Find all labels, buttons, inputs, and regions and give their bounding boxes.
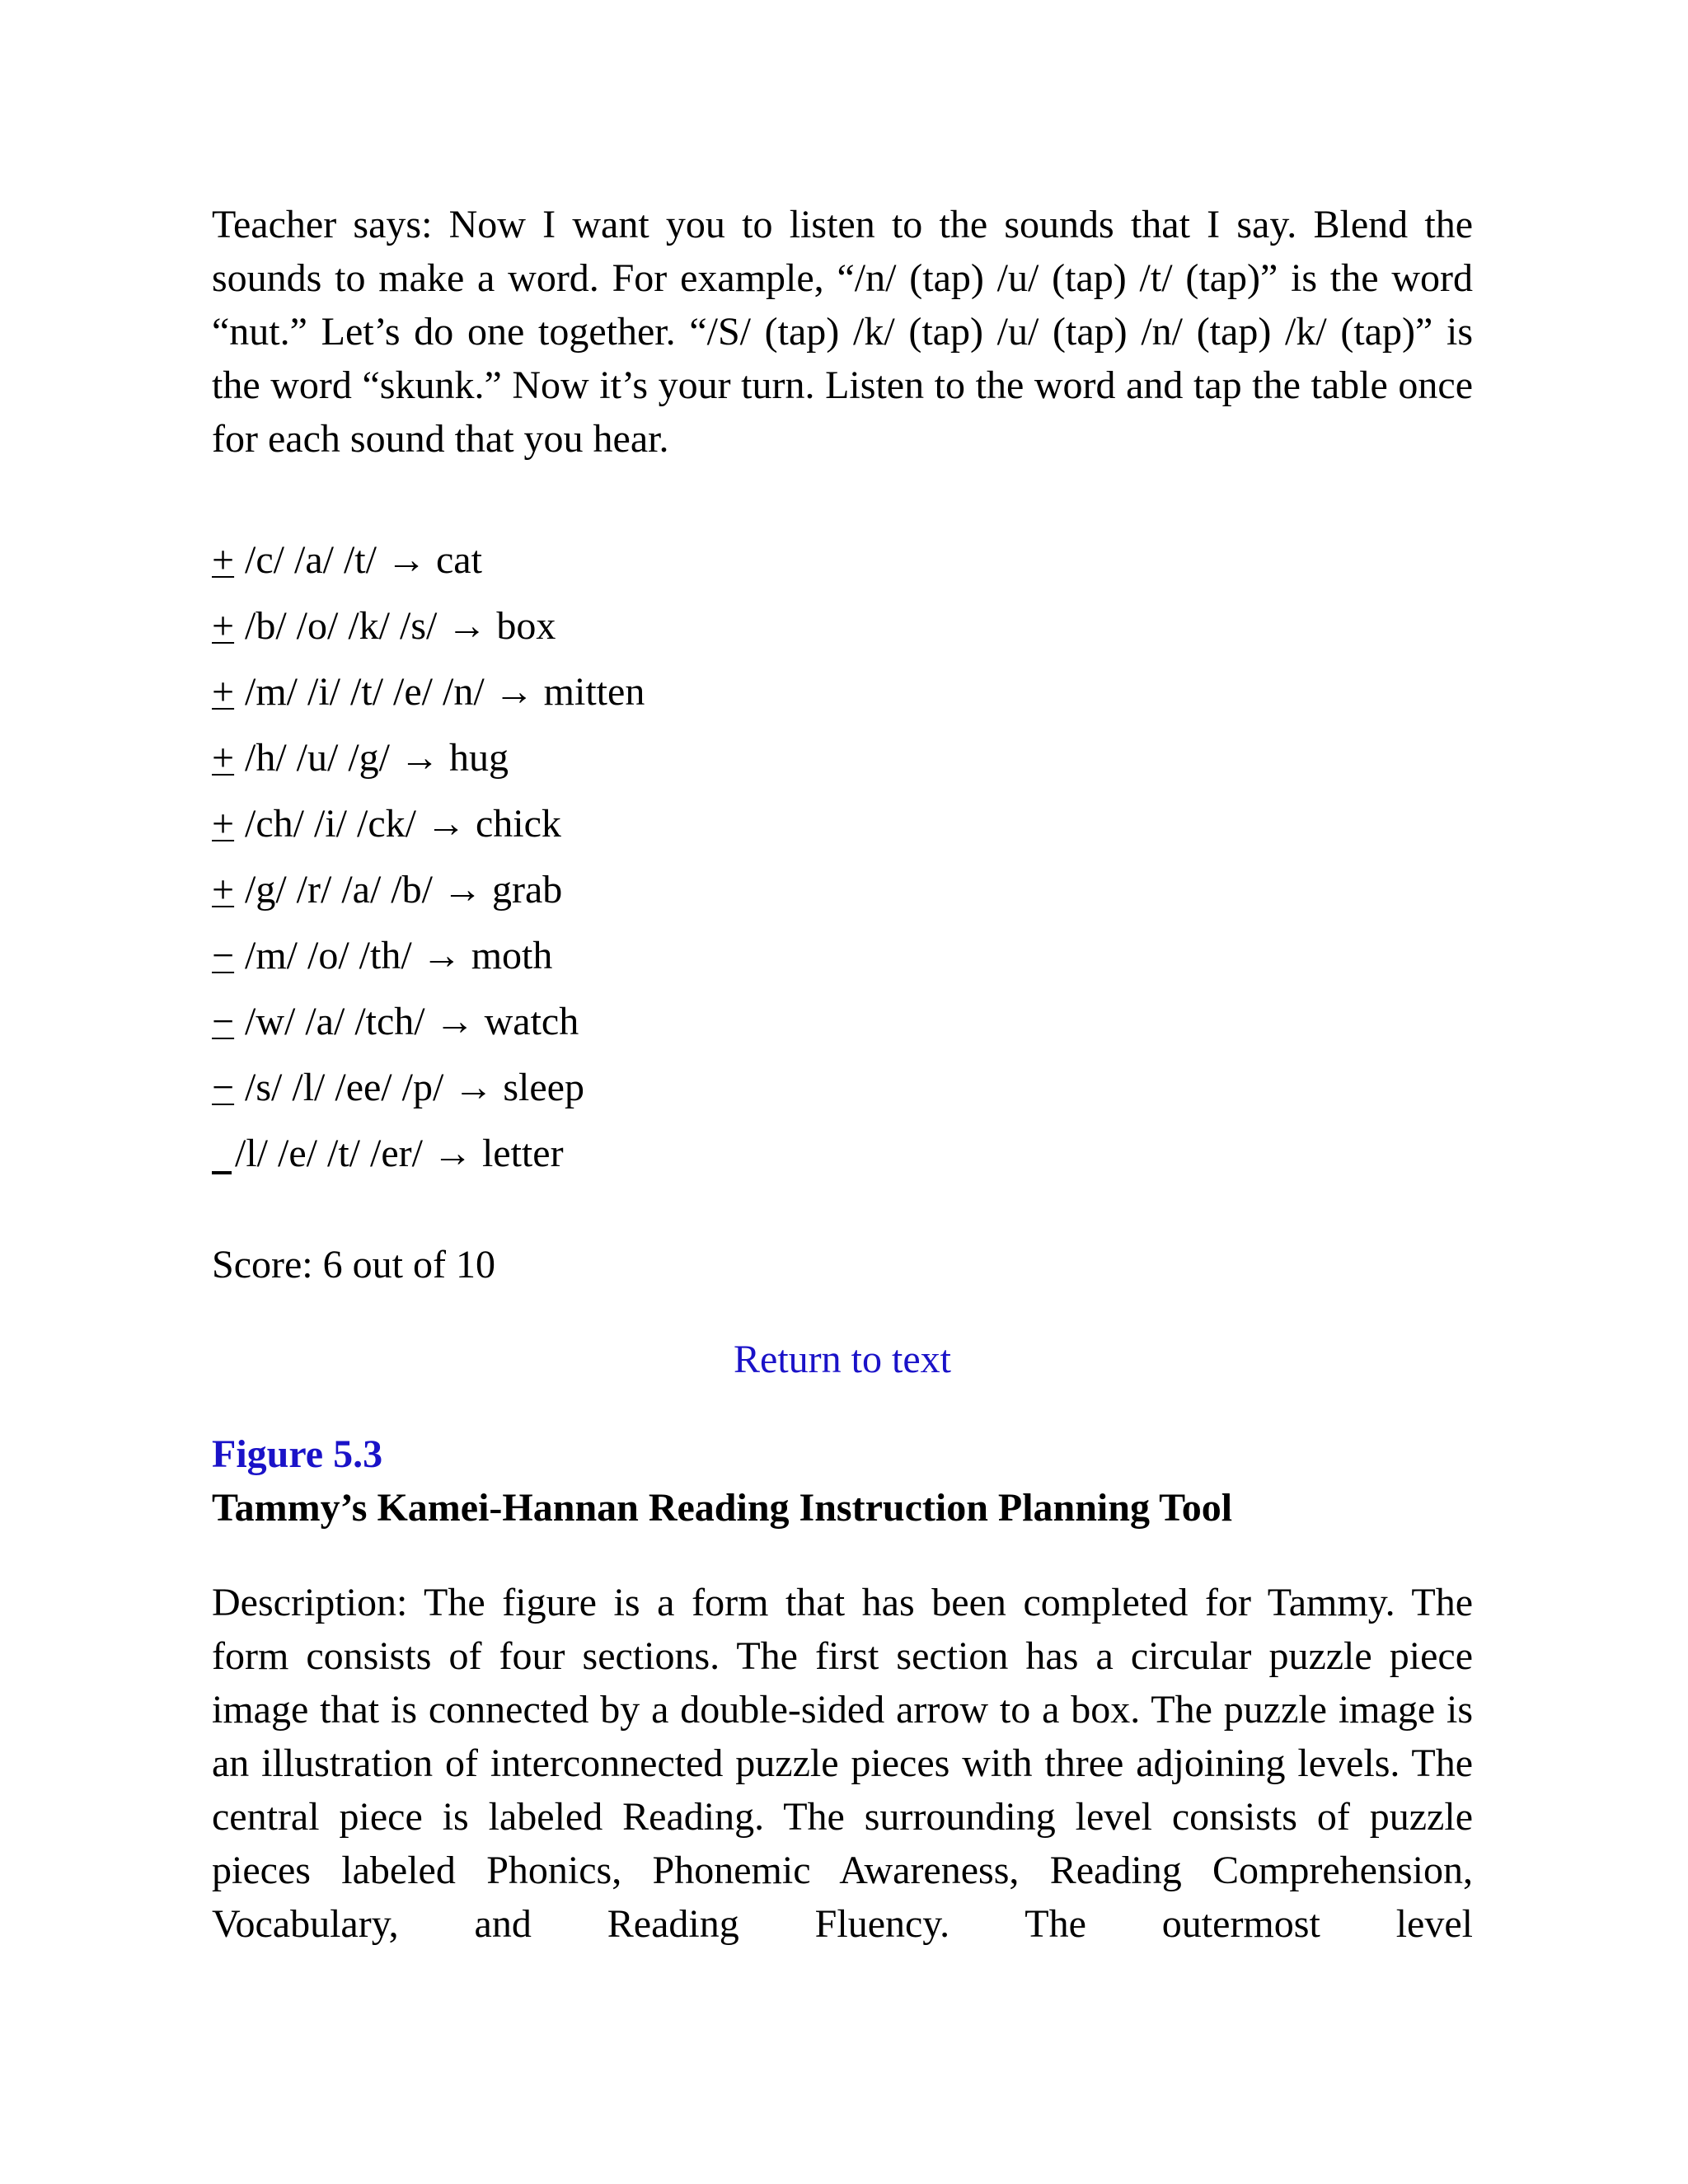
list-item	[212, 593, 1473, 659]
item-list	[212, 527, 1473, 1187]
item-text: /m/ /i/ /t/ /e/ /n/ → mitten	[245, 670, 645, 714]
list-item	[212, 791, 1473, 857]
correct-mark: +	[212, 670, 235, 714]
item-text: /s/ /l/ /ee/ /p/ → sleep	[245, 1066, 584, 1109]
item-text: /w/ /a/ /tch/ → watch	[245, 1000, 579, 1043]
document-page	[212, 198, 1473, 1951]
list-item	[212, 1121, 1473, 1187]
item-text: /l/ /e/ /t/ /er/ → letter	[235, 1132, 564, 1175]
blank-mark	[212, 1160, 232, 1174]
correct-mark: +	[212, 538, 235, 582]
item-text: /h/ /u/ /g/ → hug	[245, 736, 509, 780]
correct-mark: +	[212, 604, 235, 648]
incorrect-mark: −	[212, 1066, 235, 1109]
item-text: /c/ /a/ /t/ → cat	[245, 538, 482, 582]
list-item	[212, 527, 1473, 593]
correct-mark: +	[212, 802, 235, 846]
list-item	[212, 1055, 1473, 1121]
figure-description: Description: The figure is a form that has been completed for Tammy. The form consists of four sections. The first section has a circular puzzle piece image that is connected by a double-sided arrow to a box. The puzzle image is an illustration of interconnected puzzle pieces with three adjoining levels. The central piece is labeled Reading. The surrounding level consists of puzzle pieces labeled Phonics, Phonemic Awareness, Reading Comprehension, Vocabulary, and Reading Fluency. The outermost level	[212, 1581, 1473, 1946]
incorrect-mark: −	[212, 1000, 235, 1043]
list-item	[212, 989, 1473, 1055]
figure-label: Figure 5.3	[212, 1432, 383, 1476]
list-item	[212, 857, 1473, 923]
teacher-instructions: Teacher says: Now I want you to listen to the sounds that I say. Blend the sounds to make a word. For example, “/n/ (tap) /u/ (tap) /t/ (tap)” is the word “nut.” Let’s do one together. “/S/ (tap) /k/ (tap) /u/ (tap) /n/ (tap) /k/ (tap)” is the word “skunk.” Now it’s your turn. Listen to the word and tap the table once for each sound that you hear.	[212, 203, 1473, 461]
list-item	[212, 725, 1473, 791]
item-text: /b/ /o/ /k/ /s/ → box	[245, 604, 556, 648]
figure-title: Tammy’s Kamei-Hannan Reading Instruction Planning Tool	[212, 1486, 1233, 1530]
incorrect-mark: −	[212, 934, 235, 977]
item-text: /g/ /r/ /a/ /b/ → grab	[245, 868, 563, 912]
item-text: /ch/ /i/ /ck/ → chick	[245, 802, 561, 846]
item-text: /m/ /o/ /th/ → moth	[245, 934, 553, 977]
correct-mark: +	[212, 736, 235, 780]
return-to-text-link[interactable]: Return to text	[734, 1338, 951, 1381]
list-item	[212, 923, 1473, 989]
score-text: Score: 6 out of 10	[212, 1243, 495, 1286]
correct-mark: +	[212, 868, 235, 912]
list-item	[212, 659, 1473, 725]
